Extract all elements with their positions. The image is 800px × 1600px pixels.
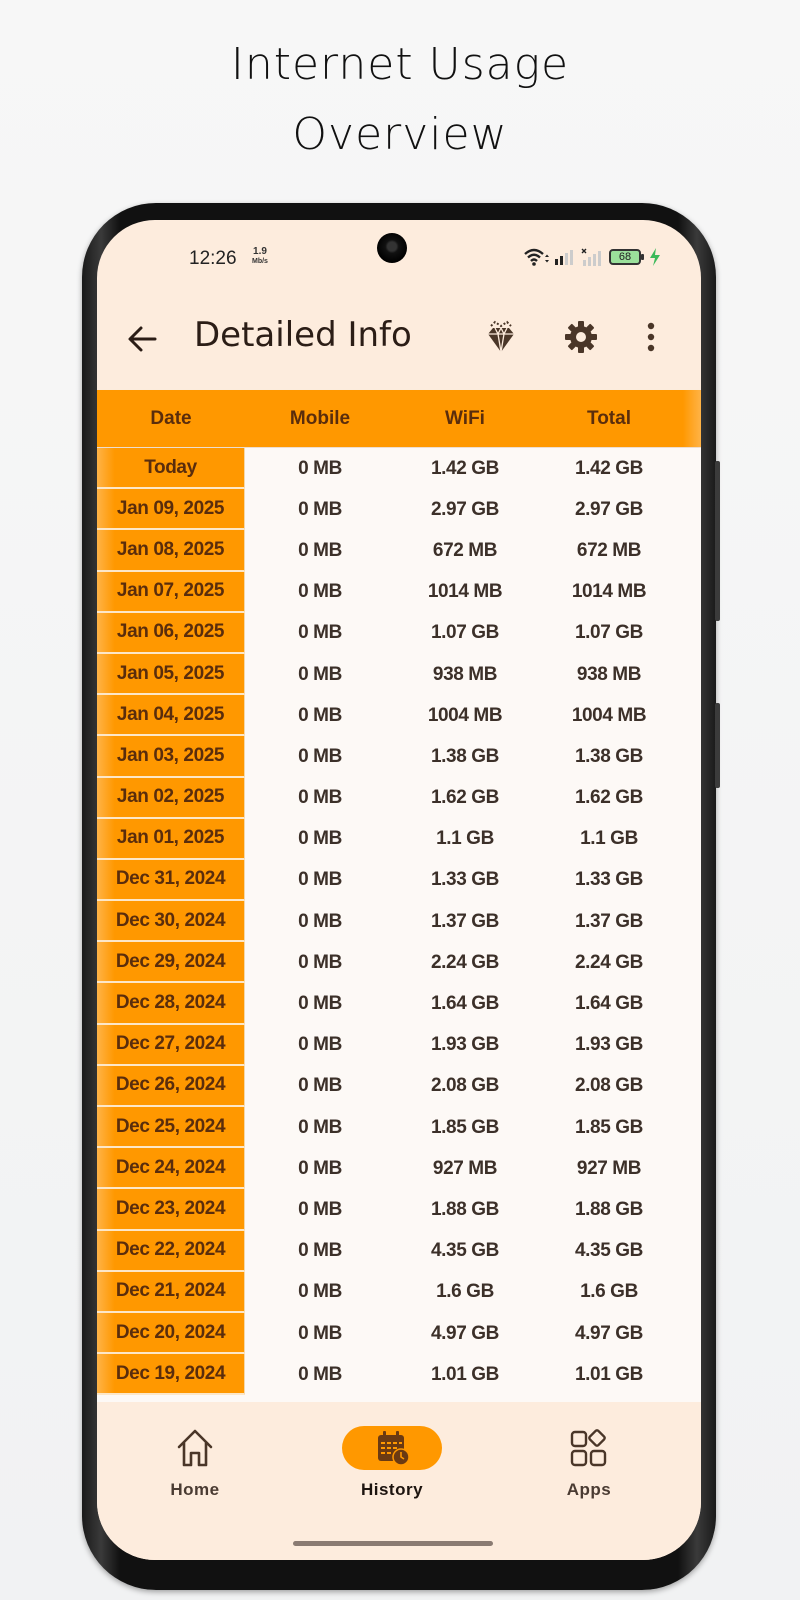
premium-button[interactable] (479, 315, 523, 359)
cell-wifi: 2.08 GB (431, 1075, 499, 1097)
cell-date: Jan 02, 2025 (97, 778, 245, 819)
cell-total: 1.62 GB (575, 787, 643, 809)
cell-date: Dec 20, 2024 (97, 1313, 245, 1354)
cell-wifi: 1.93 GB (431, 1034, 499, 1056)
cell-total: 1.64 GB (575, 993, 643, 1015)
app-bar (97, 295, 701, 390)
cell-wifi: 4.97 GB (431, 1322, 499, 1344)
cell-mobile: 0 MB (298, 457, 342, 479)
promo-title-line2: Overview (292, 109, 508, 160)
cell-total: 1.01 GB (575, 1363, 643, 1385)
network-speed (252, 247, 268, 267)
table-row (97, 860, 701, 901)
promo-title (0, 30, 800, 170)
cell-wifi: 1.38 GB (431, 745, 499, 767)
table-row (97, 1189, 701, 1230)
charging-icon (649, 248, 661, 266)
table-row (97, 613, 701, 654)
cell-total: 1.85 GB (575, 1116, 643, 1138)
table-row (97, 448, 701, 489)
table-row (97, 654, 701, 695)
cell-mobile: 0 MB (298, 1240, 342, 1262)
cell-mobile: 0 MB (298, 704, 342, 726)
network-speed-value: 1.9 (253, 246, 267, 257)
cell-date: Dec 19, 2024 (97, 1354, 245, 1395)
cell-date: Jan 08, 2025 (97, 530, 245, 571)
nav-label-apps: Apps (566, 1480, 612, 1499)
phone-frame (82, 203, 716, 1590)
cell-mobile: 0 MB (298, 951, 342, 973)
cell-total: 4.97 GB (575, 1322, 643, 1344)
cell-total: 927 MB (576, 1157, 642, 1179)
cell-mobile: 0 MB (298, 498, 342, 520)
cell-wifi: 2.24 GB (431, 951, 499, 973)
cell-wifi: 1.37 GB (431, 910, 499, 932)
home-icon (174, 1427, 216, 1469)
cell-date: Dec 22, 2024 (97, 1231, 245, 1272)
cell-wifi: 4.35 GB (431, 1240, 499, 1262)
front-camera (377, 233, 407, 263)
cell-date: Jan 04, 2025 (97, 695, 245, 736)
settings-gear-icon (563, 319, 599, 355)
cell-date: Dec 23, 2024 (97, 1189, 245, 1230)
cell-wifi: 1.42 GB (431, 457, 499, 479)
table-row (97, 572, 701, 613)
cell-wifi: 1.33 GB (431, 869, 499, 891)
cell-date: Dec 29, 2024 (97, 942, 245, 983)
usage-table[interactable] (97, 448, 701, 1402)
cell-mobile: 0 MB (298, 1322, 342, 1344)
premium-diamond-icon (481, 317, 521, 357)
status-bar (97, 220, 701, 290)
more-vert-icon (646, 321, 656, 353)
table-row (97, 1025, 701, 1066)
table-row (97, 489, 701, 530)
cell-mobile: 0 MB (298, 787, 342, 809)
cell-wifi: 2.97 GB (431, 498, 499, 520)
table-row (97, 1272, 701, 1313)
volume-button (715, 461, 720, 621)
cell-date: Jan 09, 2025 (97, 489, 245, 530)
table-row (97, 1107, 701, 1148)
cell-date: Dec 26, 2024 (97, 1066, 245, 1107)
nav-label-home: Home (170, 1480, 220, 1499)
cell-total: 1.37 GB (575, 910, 643, 932)
cell-date: Today (97, 448, 245, 489)
signal-no-sim-icon (581, 248, 603, 266)
cell-wifi: 1.62 GB (431, 787, 499, 809)
cell-total: 4.35 GB (575, 1240, 643, 1262)
cell-wifi: 927 MB (432, 1157, 498, 1179)
table-row (97, 530, 701, 571)
table-row (97, 1066, 701, 1107)
cell-wifi: 1014 MB (427, 581, 503, 603)
table-row (97, 1313, 701, 1354)
cell-total: 1014 MB (571, 581, 647, 603)
cell-total: 1.38 GB (575, 745, 643, 767)
table-row (97, 1231, 701, 1272)
status-icons (523, 248, 661, 266)
cell-date: Dec 30, 2024 (97, 901, 245, 942)
cell-total: 1.1 GB (580, 828, 638, 850)
cell-mobile: 0 MB (298, 663, 342, 685)
cell-wifi: 1.07 GB (431, 622, 499, 644)
column-header-total: Total (587, 407, 631, 429)
promo-title-line1: Internet Usage (230, 39, 570, 90)
cell-wifi: 1.64 GB (431, 993, 499, 1015)
cell-mobile: 0 MB (298, 622, 342, 644)
column-header-mobile: Mobile (289, 407, 351, 429)
arrow-left-icon (123, 319, 163, 359)
column-header-date: Date (150, 407, 192, 429)
cell-mobile: 0 MB (298, 1198, 342, 1220)
status-time: 12:26 (189, 248, 237, 269)
cell-wifi: 1004 MB (427, 704, 503, 726)
cell-wifi: 672 MB (432, 539, 498, 561)
cell-total: 1.07 GB (575, 622, 643, 644)
cell-wifi: 1.88 GB (431, 1198, 499, 1220)
cell-date: Dec 27, 2024 (97, 1025, 245, 1066)
cell-date: Jan 06, 2025 (97, 613, 245, 654)
nav-label-history: History (360, 1480, 424, 1499)
cell-mobile: 0 MB (298, 745, 342, 767)
table-row (97, 942, 701, 983)
cell-total: 1.33 GB (575, 869, 643, 891)
cell-wifi: 1.01 GB (431, 1363, 499, 1385)
cell-mobile: 0 MB (298, 1075, 342, 1097)
more-options-button[interactable] (629, 315, 673, 359)
bottom-navigation (97, 1402, 701, 1560)
cell-wifi: 1.85 GB (431, 1116, 499, 1138)
cell-date: Dec 31, 2024 (97, 860, 245, 901)
cell-mobile: 0 MB (298, 581, 342, 603)
table-row (97, 695, 701, 736)
cell-date: Dec 21, 2024 (97, 1272, 245, 1313)
table-row (97, 1148, 701, 1189)
table-row (97, 983, 701, 1024)
cell-mobile: 0 MB (298, 1116, 342, 1138)
table-row (97, 736, 701, 777)
cell-total: 938 MB (576, 663, 642, 685)
wifi-icon (523, 248, 549, 266)
signal-icon (555, 249, 575, 265)
cell-total: 1004 MB (571, 704, 647, 726)
cell-mobile: 0 MB (298, 1157, 342, 1179)
cell-mobile: 0 MB (298, 1034, 342, 1056)
cell-date: Dec 25, 2024 (97, 1107, 245, 1148)
cell-total: 2.08 GB (575, 1075, 643, 1097)
cell-total: 1.93 GB (575, 1034, 643, 1056)
nav-item-history[interactable] (332, 1424, 452, 1500)
phone-screen (97, 220, 701, 1560)
cell-mobile: 0 MB (298, 910, 342, 932)
cell-total: 2.97 GB (575, 498, 643, 520)
nav-item-apps[interactable] (529, 1424, 649, 1500)
table-row (97, 1354, 701, 1395)
cell-mobile: 0 MB (298, 1363, 342, 1385)
cell-date: Jan 07, 2025 (97, 572, 245, 613)
cell-mobile: 0 MB (298, 828, 342, 850)
calendar-clock-icon (373, 1429, 411, 1467)
settings-button[interactable] (559, 315, 603, 359)
cell-date: Jan 05, 2025 (97, 654, 245, 695)
nav-active-indicator (342, 1426, 442, 1470)
table-header (97, 390, 701, 447)
cell-date: Jan 01, 2025 (97, 819, 245, 860)
table-row (97, 819, 701, 860)
cell-mobile: 0 MB (298, 539, 342, 561)
cell-mobile: 0 MB (298, 993, 342, 1015)
table-row (97, 778, 701, 819)
cell-total: 2.24 GB (575, 951, 643, 973)
cell-total: 672 MB (576, 539, 642, 561)
cell-wifi: 1.1 GB (436, 828, 494, 850)
apps-grid-icon (569, 1428, 609, 1468)
network-speed-unit: Mb/s (252, 258, 268, 265)
nav-item-home[interactable] (135, 1424, 255, 1500)
page-title: Detailed Info (194, 315, 412, 355)
table-row (97, 901, 701, 942)
back-button[interactable] (123, 319, 163, 359)
power-button (715, 703, 720, 788)
cell-total: 1.88 GB (575, 1198, 643, 1220)
home-gesture-bar[interactable] (293, 1541, 493, 1546)
cell-wifi: 938 MB (432, 663, 498, 685)
column-header-wifi: WiFi (445, 407, 485, 429)
cell-mobile: 0 MB (298, 869, 342, 891)
cell-date: Dec 24, 2024 (97, 1148, 245, 1189)
cell-date: Dec 28, 2024 (97, 983, 245, 1024)
cell-mobile: 0 MB (298, 1281, 342, 1303)
cell-wifi: 1.6 GB (436, 1281, 494, 1303)
cell-total: 1.42 GB (575, 457, 643, 479)
battery-icon: 68 (609, 249, 641, 265)
cell-date: Jan 03, 2025 (97, 736, 245, 777)
cell-total: 1.6 GB (580, 1281, 638, 1303)
